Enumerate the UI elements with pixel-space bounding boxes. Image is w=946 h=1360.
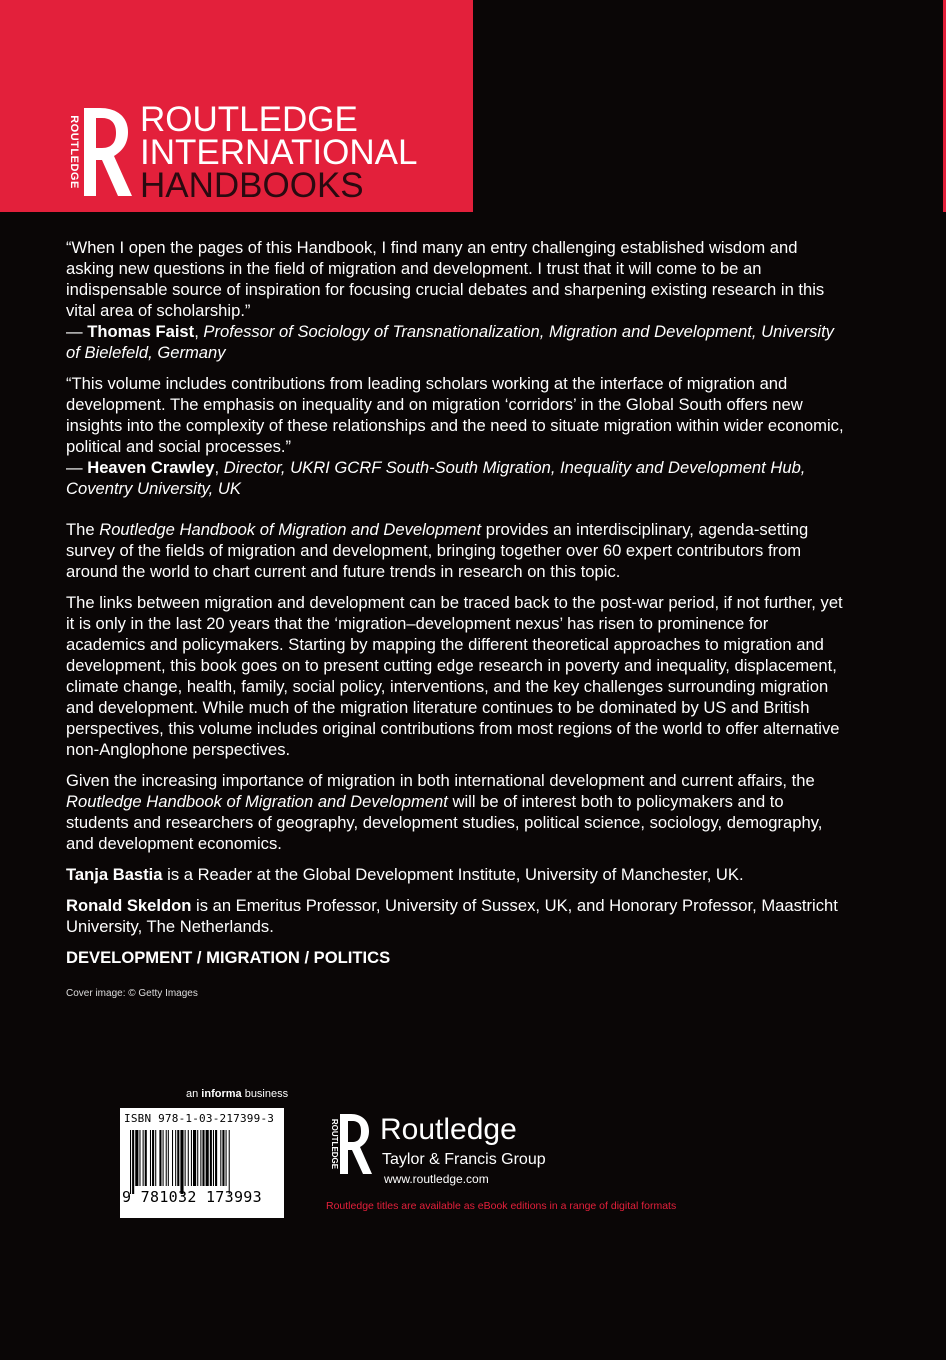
barcode-bar bbox=[202, 1130, 204, 1186]
barcode-bar bbox=[175, 1130, 176, 1186]
publisher-group: Taylor & Francis Group bbox=[382, 1151, 546, 1168]
barcode-bar bbox=[200, 1130, 201, 1186]
barcode-bar bbox=[143, 1130, 144, 1186]
endorsement-1 bbox=[66, 237, 846, 363]
series-title-line-1: ROUTLEDGE bbox=[140, 100, 358, 139]
endorsement-2-text: “This volume includes contributions from leading scholars working at the interface of migration and development. The emphasis on inequality and on migration ‘corridors’ in the Global South offers new insights into the complexity of these relationships and the need to situate migration within wider economic, political and social processes.” bbox=[66, 374, 844, 456]
barcode-bar bbox=[177, 1130, 179, 1186]
publisher-name: Routledge bbox=[380, 1113, 517, 1146]
barcode-bar bbox=[132, 1130, 134, 1194]
endorsement-1-dash: — bbox=[66, 322, 88, 341]
endorsement-1-role: Professor of Sociology of Transnationalization, Migration and Development, University of Bielefeld, Germany bbox=[66, 322, 834, 362]
barcode-bar bbox=[180, 1130, 183, 1194]
barcode-bar bbox=[185, 1130, 186, 1186]
barcode-bar bbox=[152, 1130, 154, 1186]
editor-2-bio: is an Emeritus Professor, University of Sussex, UK, and Honorary Professor, Maastricht University, The Netherlands. bbox=[66, 896, 838, 936]
barcode-bar bbox=[197, 1130, 198, 1186]
barcode-bar bbox=[159, 1130, 161, 1186]
informa-prefix: an bbox=[186, 1088, 202, 1100]
subject-categories: DEVELOPMENT / MIGRATION / POLITICS bbox=[66, 948, 391, 967]
ebook-availability-note: Routledge titles are available as eBook editions in a range of digital formats bbox=[326, 1200, 677, 1212]
isbn-text: ISBN 978-1-03-217399-3 bbox=[124, 1112, 275, 1125]
barcode-bar bbox=[222, 1130, 224, 1186]
barcode-bar bbox=[229, 1130, 230, 1194]
routledge-logo-icon bbox=[62, 104, 132, 200]
p1-book-title: Routledge Handbook of Migration and Development bbox=[99, 520, 482, 539]
barcode-bar bbox=[150, 1130, 151, 1186]
barcode-bar bbox=[172, 1130, 173, 1186]
barcode-bar bbox=[191, 1130, 192, 1186]
barcode-bar bbox=[135, 1130, 138, 1186]
isbn-barcode bbox=[120, 1108, 284, 1218]
series-title-line-3: HANDBOOKS bbox=[140, 166, 364, 205]
endorsement-1-name: Thomas Faist bbox=[87, 322, 195, 341]
endorsement-2-dash: — bbox=[66, 458, 88, 477]
barcode-bar bbox=[206, 1130, 209, 1186]
editor-bio-2 bbox=[66, 895, 846, 937]
barcode-bar bbox=[166, 1130, 167, 1186]
p1-pre: The bbox=[66, 520, 100, 539]
editor-1-bio: is a Reader at the Global Development Institute, University of Manchester, UK. bbox=[162, 865, 744, 884]
barcode-bar bbox=[168, 1130, 169, 1186]
endorsement-2-sep: , bbox=[214, 458, 224, 477]
p3-post: will be of interest both to policymakers and to students and researchers of geography, development studies, political science, sociology, demography, and development economics. bbox=[66, 792, 823, 853]
editor-2-name: Ronald Skeldon bbox=[66, 896, 192, 915]
barcode-bar bbox=[220, 1130, 221, 1186]
svg-text:ROUTLEDGE: ROUTLEDGE bbox=[330, 1118, 339, 1170]
barcode-bar bbox=[130, 1130, 131, 1194]
cover-image-credit: Cover image: © Getty Images bbox=[66, 988, 198, 999]
barcode-bar bbox=[215, 1130, 217, 1186]
endorsement-1-sep: , bbox=[194, 322, 204, 341]
barcode-bar bbox=[155, 1130, 156, 1186]
barcode-bar bbox=[145, 1130, 147, 1186]
back-cover-text bbox=[66, 237, 846, 1000]
description-paragraph-2: The links between migration and development can be traced back to the post-war period, if not further, yet it is only in the last 20 years that the ‘migration–development nexus’ has risen to prominence for academics and policymakers. Starting by mapping the different theoretical approaches to migration and development, this book goes on to present cutting edge research in poverty and inequality, displacement, climate change, health, family, social policy, interventions, and the key challenges surrounding migration and development. While much of the migration literature continues to be dominated by US and British perspectives, this volume includes original contributions from most regions of the world to offer alternative non-Anglophone perspectives. bbox=[66, 593, 843, 759]
endorsement-2 bbox=[66, 373, 846, 499]
barcode-bar bbox=[163, 1130, 164, 1186]
p3-pre: Given the increasing importance of migration in both international development and current affairs, the bbox=[66, 771, 815, 790]
svg-text:ROUTLEDGE: ROUTLEDGE bbox=[68, 115, 80, 189]
barcode-bar bbox=[188, 1130, 189, 1186]
barcode-bar bbox=[210, 1130, 212, 1186]
series-title-line-2: INTERNATIONAL bbox=[140, 133, 418, 172]
description-paragraph-1 bbox=[66, 519, 846, 582]
p3-book-title: Routledge Handbook of Migration and Development bbox=[66, 792, 448, 811]
description-paragraph-3 bbox=[66, 770, 846, 854]
informa-suffix: business bbox=[241, 1088, 289, 1100]
informa-business-tag bbox=[186, 1088, 288, 1100]
barcode-number: 9 781032 173993 bbox=[122, 1188, 262, 1206]
barcode-bar bbox=[139, 1130, 140, 1186]
barcode-bar bbox=[193, 1130, 196, 1186]
endorsement-1-text: “When I open the pages of this Handbook, I find many an entry challenging established wisdom and asking new questions in the field of migration and development. I trust that it will come to be an indispensable source of inspiration for focusing crucial debates and sharpening existing research in this vital area of scholarship.” bbox=[66, 238, 825, 320]
barcode-bars bbox=[130, 1130, 278, 1194]
series-title bbox=[140, 100, 418, 205]
editor-bio-1 bbox=[66, 864, 846, 885]
endorsement-2-name: Heaven Crawley bbox=[87, 458, 215, 477]
informa-bold: informa bbox=[201, 1088, 242, 1100]
barcode-bar bbox=[213, 1130, 214, 1186]
barcode-bar bbox=[226, 1130, 227, 1186]
editor-1-name: Tanja Bastia bbox=[66, 865, 163, 884]
routledge-publisher-logo-icon bbox=[326, 1112, 372, 1176]
endorsement-2-role: Director, UKRI GCRF South-South Migration, Inequality and Development Hub, Coventry University, UK bbox=[66, 458, 806, 498]
publisher-url[interactable]: www.routledge.com bbox=[384, 1172, 489, 1186]
p1-post: provides an interdisciplinary, agenda-setting survey of the fields of migration and development, bringing together over 60 expert contributors from around the world to chart current and future trends in research on this topic. bbox=[66, 520, 809, 581]
